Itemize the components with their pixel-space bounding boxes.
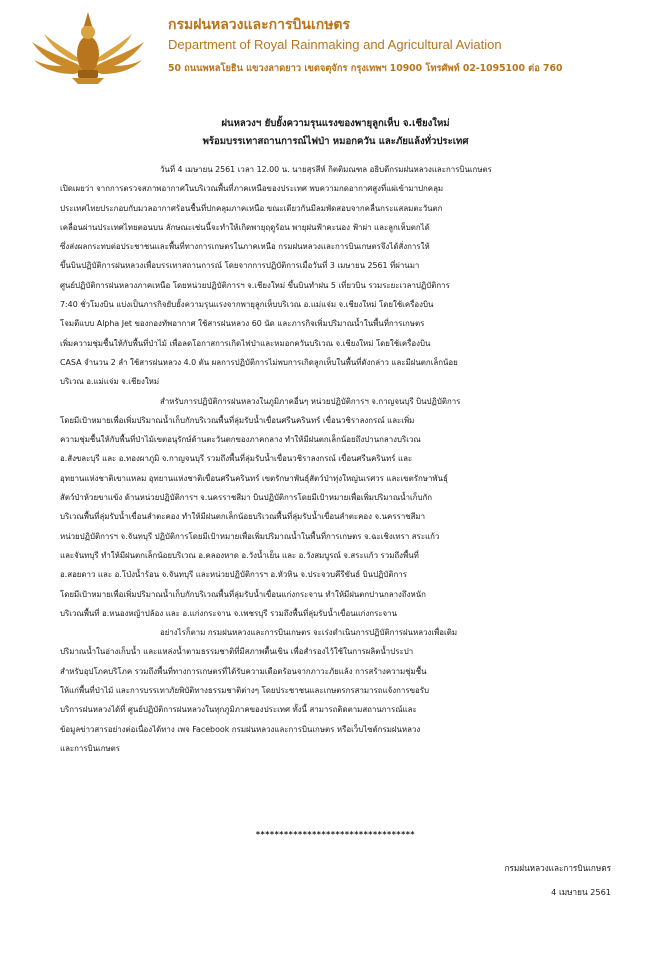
paragraph-3 xyxy=(60,623,611,758)
signature-organization: กรมฝนหลวงและการบินเกษตร xyxy=(504,863,611,873)
paragraph-line: หน่วยปฏิบัติการฯ จ.จันทบุรี ปฏิบัติการโดยมีเป้าหมายเพื่อเพิ่มปริมาณน้ำในพื้นที่การเกษตร จ.ฉะเชิงเทรา สระแก้ว xyxy=(60,531,440,541)
paragraph-line: บริเวณพื้นที่ลุ่มรับน้ำเขื่อนลำตะคอง ทำให้มีฝนตกเล็กน้อยบริเวณพื้นที่ลุ่มรับน้ำเขื่อนลำตะคอง จ.นครราชสีมา xyxy=(60,512,426,522)
press-release-body xyxy=(60,160,611,758)
agency-name-thai: กรมฝนหลวงและการบินเกษตร xyxy=(168,17,351,33)
paragraph-line: ประเทศไทยประกอบกับมวลอากาศร้อนชื้นที่ปกคลุมภาคเหนือ ขณะเดียวกันมีลมพัดสอบจากคลื่นกระแสลมตะวันตก xyxy=(60,203,443,213)
agency-address: 50 ถนนพหลโยธิน แขวงลาดยาว เขตจตุจักร กรุงเทพฯ 10900 โทรศัพท์ 02-1095100 ต่อ 760 xyxy=(168,63,563,74)
paragraph-line: และการบินเกษตร xyxy=(60,743,121,753)
paragraph-line: ปริมาณน้ำในอ่างเก็บน้ำ และแหล่งน้ำตามธรรมชาติที่มีสภาพตื้นเขิน เพื่อสำรองไว้ใช้ในการผลิตน้ำประปา xyxy=(60,647,414,657)
paragraph-line: อ.สังขละบุรี และ อ.ทองผาภูมิ จ.กาญจนบุรี รวมถึงพื้นที่ลุ่มรับน้ำเขื่อนวชิราลงกรณ์ เขื่อนศรีนครินทร์ และ xyxy=(60,454,413,464)
paragraph-line: เพิ่มความชุ่มชื้นให้กับพื้นที่ป่าไม้ เพื่อลดโอกาสการเกิดไฟป่าและหมอกควันบริเวณ จ.เชียงใหม่ โดยใช้เครื่องบิน xyxy=(60,338,431,348)
paragraph-line: อย่างไรก็ตาม กรมฝนหลวงและการบินเกษตร จะเร่งดำเนินการปฏิบัติการฝนหลวงเพื่อเติม xyxy=(160,628,458,638)
separator: ********************************** xyxy=(255,830,416,839)
paragraph-line: วันที่ 4 เมษายน 2561 เวลา 12.00 น. นายสุรสีห์ กิตติมณฑล อธิบดีกรมฝนหลวงและการบินเกษตร xyxy=(160,165,492,174)
agency-name-english: Department of Royal Rainmaking and Agricultural Aviation xyxy=(168,37,502,52)
paragraph-line: บริการฝนหลวงได้ที่ ศูนย์ปฏิบัติการฝนหลวงในทุกภูมิภาคของประเทศ ทั้งนี้ สามารถติดตามสถานการณ์และ xyxy=(60,705,417,715)
paragraph-line: โดยมีเป้าหมายเพื่อเพิ่มปริมาณน้ำเก็บกักบริเวณพื้นที่ลุ่มรับน้ำเขื่อนศรีนครินทร์ เขื่อนวชิราลงกรณ์ และเพิ่ม xyxy=(60,415,415,425)
paragraph-line: สำหรับการปฏิบัติการฝนหลวงในภูมิภาคอื่นๆ หน่วยปฏิบัติการฯ จ.กาญจนบุรี บินปฏิบัติการ xyxy=(160,396,461,406)
paragraph-line: ซึ่งส่งผลกระทบต่อประชาชนและพื้นที่ทางการเกษตรในภาคเหนือ กรมฝนหลวงและการบินเกษตรจึงได้สั่งการให้ xyxy=(60,242,430,252)
paragraph-2 xyxy=(60,392,611,624)
paragraph-1 xyxy=(60,160,611,392)
paragraph-line: CASA จำนวน 2 ลำ ใช้สารฝนหลวง 4.0 ตัน ผลการปฏิบัติการไม่พบการเกิดลูกเห็บในพื้นที่ดังกล่าว และมีฝนตกเล็กน้อย xyxy=(60,357,458,367)
paragraph-line: 7:40 ชั่วโมงบิน แบ่งเป็นภารกิจยับยั้งความรุนแรงจากพายุลูกเห็บบริเวณ อ.แม่แจ่ม จ.เชียงใหม่ โดยใช้เครื่องบิน xyxy=(60,300,434,310)
paragraph-line: ศูนย์ปฏิบัติการฝนหลวงภาคเหนือ โดยหน่วยปฏิบัติการฯ จ.เชียงใหม่ ขึ้นบินทำฝน 5 เที่ยวบิน รวมระยะเวลาปฏิบัติการ xyxy=(60,280,450,290)
headline-line-1: ฝนหลวงฯ ยับยั้งความรุนแรงของพายุลูกเห็บ จ.เชียงใหม่ xyxy=(221,118,450,129)
paragraph-line: และจันทบุรี ทำให้มีฝนตกเล็กน้อยบริเวณ อ.คลองหาด อ.วังน้ำเย็น และ อ.วังสมบูรณ์ จ.สระแก้ว รวมถึงพื้นที่ xyxy=(60,550,419,560)
paragraph-line: สำหรับอุปโภคบริโภค รวมถึงพื้นที่ทางการเกษตรที่ได้รับความเดือดร้อนจากภาวะภัยแล้ง การสร้างความชุ่มชื้น xyxy=(60,666,427,676)
paragraph-line: เคลื่อนผ่านประเทศไทยตอนบน ลักษณะเช่นนี้จะทำให้เกิดพายุฤดูร้อน พายุฝนฟ้าคะนอง ฟ้าผ่า และลูกเห็บตกได้ xyxy=(60,222,430,232)
paragraph-line: บริเวณ อ.แม่แจ่ม จ.เชียงใหม่ xyxy=(60,377,160,387)
paragraph-line: ความชุ่มชื้นให้กับพื้นที่ป่าไม้เขตอนุรักษ์ด้านตะวันตกของภาคกลาง ทำให้มีฝนตกเล็กน้อยถึงปานกลางบริเวณ xyxy=(60,435,421,445)
paragraph-line: ให้แก่พื้นที่ป่าไม้ และการบรรเทาภัยพิบัติทางธรรมชาติต่างๆ โดยประชาชนและเกษตรกรสามารถแจ้งการขอรับ xyxy=(60,686,429,696)
paragraph-line: อ.สอยดาว และ อ.โป่งน้ำร้อน จ.จันทบุรี และหน่วยปฏิบัติการฯ อ.หัวหิน จ.ประจวบคีรีขันธ์ บินปฏิบัติการ xyxy=(60,570,407,580)
royal-garuda-emblem-icon xyxy=(28,8,148,86)
signature-date: 4 เมษายน 2561 xyxy=(551,887,611,897)
paragraph-line: โดยมีเป้าหมายเพื่อเพิ่มปริมาณน้ำเก็บกักบริเวณพื้นที่ลุ่มรับน้ำเขื่อนแก่งกระจาน ทำให้มีฝนตกปานกลางถึงหนัก xyxy=(60,589,426,599)
paragraph-line: เปิดเผยว่า จากการตรวจสภาพอากาศในบริเวณพื้นที่ภาคเหนือของประเทศ พบความกดอากาศสูงที่แผ่เข้ามาปกคลุม xyxy=(60,184,444,194)
paragraph-line: ขึ้นบินปฏิบัติการฝนหลวงเพื่อบรรเทาสถานการณ์ โดยจากการปฏิบัติการเมื่อวันที่ 3 เมษายน 2561 ที่ผ่านมา xyxy=(60,261,420,271)
paragraph-line: โจมตีแบบ Alpha Jet ของกองทัพอากาศ ใช้สารฝนหลวง 60 นัด และภารกิจเพิ่มปริมาณน้ำในพื้นที่การเกษตร xyxy=(60,319,425,329)
headline-line-2: พร้อมบรรเทาสถานการณ์ไฟป่า หมอกควัน และภัยแล้งทั่วประเทศ xyxy=(202,136,469,147)
paragraph-line: บริเวณพื้นที่ อ.หนองหญ้าปล้อง และ อ.แก่งกระจาน จ.เพชรบุรี รวมถึงพื้นที่ลุ่มรับน้ำเขื่อนแก่งกระจาน xyxy=(60,608,398,618)
paragraph-line: สัตว์ป่าห้วยขาแข้ง ด้านหน่วยปฏิบัติการฯ จ.นครราชสีมา บินปฏิบัติการโดยมีเป้าหมายเพื่อเพิ่มปริมาณน้ำเก็บกัก xyxy=(60,493,433,503)
paragraph-line: ข้อมูลข่าวสารอย่างต่อเนื่องได้ทาง เพจ Facebook กรมฝนหลวงและการบินเกษตร หรือเว็บไซต์กรมฝนหลวง xyxy=(60,724,421,734)
paragraph-line: อุทยานแห่งชาติเขาแหลม อุทยานแห่งชาติเขื่อนศรีนครินทร์ เขตรักษาพันธุ์สัตว์ป่าทุ่งใหญ่นเรศวร และเขตรักษาพันธุ์ xyxy=(60,473,448,483)
letterhead xyxy=(28,8,658,86)
